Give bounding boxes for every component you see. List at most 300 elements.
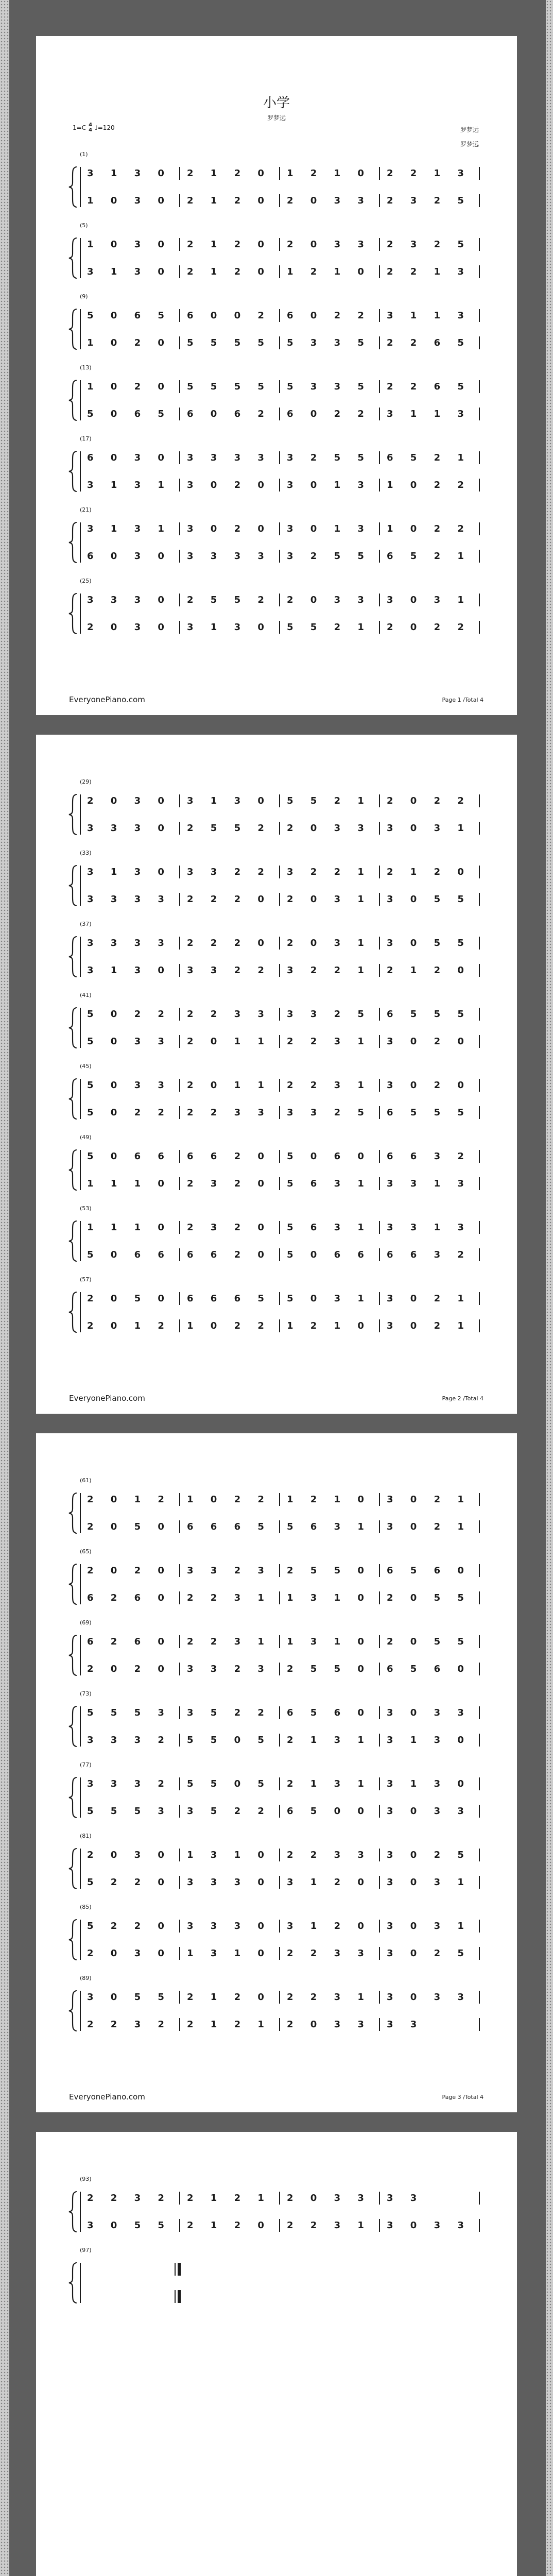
tempo-marking: ♩=120 (95, 124, 115, 131)
staff-row-lower (36, 1591, 517, 1604)
staff-row-lower (36, 194, 517, 207)
measure: 3 3 2 3 (187, 1565, 264, 1576)
measure: 3 0 5 5 (387, 938, 464, 948)
measure: 2 2 3 1 (287, 1036, 364, 1047)
song-artist: 罗梦远 (267, 114, 286, 122)
barline (279, 866, 280, 878)
barline (379, 822, 380, 835)
measure: 3 0 3 3 (387, 1806, 464, 1817)
staff-row-upper (36, 451, 517, 464)
measure-number-label: (9) (80, 293, 88, 300)
sheet-page-2 (36, 735, 517, 1414)
measure: 2 0 3 0 (87, 1850, 164, 1860)
measure: 2 1 3 1 (287, 1735, 364, 1745)
staff-row-lower (36, 1947, 517, 1960)
barline (379, 309, 380, 322)
measure: 2 2 3 3 (187, 1009, 264, 1020)
measure-number-label: (49) (80, 1134, 92, 1141)
staff-row-upper (36, 937, 517, 950)
measure: 6 6 6 5 (187, 1293, 264, 1304)
staff-row-upper (36, 866, 517, 878)
final-barline-thick (178, 2290, 181, 2303)
barline (379, 1991, 380, 2004)
barline (279, 194, 280, 207)
barline (379, 408, 380, 420)
final-barline-thin (175, 2263, 176, 2276)
staff-row-lower (36, 1734, 517, 1747)
barline (179, 964, 180, 977)
barline (179, 265, 180, 278)
staff-row-lower (36, 2290, 517, 2303)
barline (379, 167, 380, 180)
barline (379, 1564, 380, 1577)
system (36, 578, 517, 638)
measure: 2 1 2 0 (187, 1992, 264, 2003)
barline (479, 1221, 480, 1234)
measure: 2 1 2 1 (187, 2193, 264, 2204)
barline (179, 2018, 180, 2031)
staff-row-lower (36, 1177, 517, 1190)
barline (479, 893, 480, 906)
measure: 3 0 2 1 (387, 1521, 464, 1532)
measure: 3 0 2 5 (387, 1948, 464, 1959)
measure: 1 0 2 2 (387, 523, 464, 534)
measure: 2 0 3 0 (87, 1948, 164, 1959)
measure: 1 3 1 0 (287, 1636, 364, 1647)
measure: 2 2 3 3 (187, 1107, 264, 1118)
measure-number-label: (1) (80, 151, 88, 158)
barline (279, 1663, 280, 1675)
staff-row-lower (36, 1319, 517, 1332)
measure: 5 0 6 6 (87, 1151, 164, 1162)
barline (279, 2219, 280, 2232)
barline (479, 194, 480, 207)
staff-row-upper (36, 309, 517, 322)
measure: 3 3 2 5 (287, 1009, 364, 1020)
measure: 5 3 3 5 (287, 381, 364, 392)
measure: 3 1 3 1 (87, 523, 164, 534)
barline (479, 479, 480, 492)
barline (479, 822, 480, 835)
measure: 3 2 2 1 (287, 867, 364, 877)
measure: 5 5 0 5 (187, 1778, 264, 1789)
measure: 3 1 3 0 (87, 168, 164, 179)
barline (179, 309, 180, 322)
barline (279, 1520, 280, 1533)
barline (379, 1920, 380, 1933)
measure: 3 3 3 3 (87, 938, 164, 948)
measure: 2 2 3 1 (287, 2220, 364, 2231)
measure: 3 2 5 5 (287, 551, 364, 562)
barline (479, 265, 480, 278)
measure: 3 1 3 0 (87, 867, 164, 877)
barline (379, 1493, 380, 1506)
measure: 6 2 6 0 (87, 1592, 164, 1603)
barline (179, 893, 180, 906)
barline (179, 1564, 180, 1577)
staff-row-lower (36, 408, 517, 420)
barline (179, 1035, 180, 1048)
barline (479, 2219, 480, 2232)
staff-row-upper (36, 1292, 517, 1305)
measure: 3 1 2 0 (287, 1877, 364, 1888)
barline (379, 1663, 380, 1675)
staff-row-lower (36, 1520, 517, 1533)
barline (179, 794, 180, 807)
barline (379, 621, 380, 634)
barline (479, 594, 480, 606)
measure: 2 2 3 1 (287, 1992, 364, 2003)
measure: 2 3 2 0 (187, 1222, 264, 1233)
measure: 2 1 2 0 (187, 2220, 264, 2231)
time-signature-bottom: 4 (89, 127, 93, 133)
barline (279, 1635, 280, 1648)
measure: 5 5 5 3 (87, 1806, 164, 1817)
credit-line: 罗梦远 (460, 141, 479, 148)
measure: 2 2 3 2 (87, 2193, 164, 2204)
measure-number-label: (81) (80, 1833, 92, 1839)
measure-number-label: (93) (80, 2176, 92, 2182)
measure-number-label: (69) (80, 1619, 92, 1626)
staff-row-upper (36, 1008, 517, 1021)
measure: 5 0 2 2 (87, 1009, 164, 1020)
barline (179, 937, 180, 950)
barline (479, 1106, 480, 1119)
page-number: Page 2 /Total 4 (442, 1395, 483, 1402)
measure: 6 5 2 1 (387, 551, 464, 562)
measure-number-label: (33) (80, 850, 92, 856)
measure: 6 6 2 0 (187, 1249, 264, 1260)
barline (379, 1805, 380, 1818)
barline (179, 1079, 180, 1092)
barline (179, 2219, 180, 2232)
barline (479, 1777, 480, 1790)
barline (479, 866, 480, 878)
measure-number-label: (45) (80, 1063, 92, 1070)
measure: 6 0 3 0 (87, 551, 164, 562)
barline (279, 408, 280, 420)
staff-row-upper (36, 794, 517, 807)
barline (479, 1663, 480, 1675)
staff-row-lower (36, 1805, 517, 1818)
barline (379, 550, 380, 563)
measure: 1 3 1 0 (187, 1948, 264, 1959)
measure: 3 1 3 0 (187, 795, 264, 806)
measure: 2 0 5 5 (387, 1636, 464, 1647)
barline (379, 1635, 380, 1648)
system (36, 1134, 517, 1194)
barline (479, 1635, 480, 1648)
measure: 3 1 3 0 (187, 622, 264, 633)
time-signature-top: 4 (89, 122, 93, 128)
final-barline-thick (178, 2263, 181, 2276)
system (36, 222, 517, 282)
measure: 3 0 3 3 (387, 1707, 464, 1718)
measure: 3 3 2 2 (187, 867, 264, 877)
barline (279, 937, 280, 950)
measure: 2 1 2 0 (387, 965, 464, 976)
barline (279, 1777, 280, 1790)
barline (379, 1706, 380, 1719)
measure: 2 0 3 3 (287, 595, 364, 605)
staff-row-upper (36, 2263, 517, 2276)
system (36, 1690, 517, 1751)
measure: 3 1 1 3 (387, 409, 464, 419)
measure-number-label: (25) (80, 578, 92, 584)
system (36, 1477, 517, 1537)
barline (179, 1177, 180, 1190)
sheet-page-1 (36, 36, 517, 715)
barline (279, 893, 280, 906)
right-scroll-strip[interactable] (546, 0, 553, 2576)
sheet-page-4 (36, 2132, 517, 2576)
barline (479, 794, 480, 807)
barline (279, 964, 280, 977)
barline (179, 621, 180, 634)
barline (479, 1849, 480, 1861)
barline (379, 937, 380, 950)
barline (479, 380, 480, 393)
barline (279, 822, 280, 835)
barline (479, 1150, 480, 1163)
system (36, 992, 517, 1052)
system (36, 1619, 517, 1680)
barline (179, 1805, 180, 1818)
measure: 3 3 1 3 (387, 1178, 464, 1189)
measure: 1 1 1 0 (87, 1178, 164, 1189)
barline (179, 1920, 180, 1933)
measure-number-label: (17) (80, 435, 92, 442)
barline (379, 380, 380, 393)
measure: 2 2 1 3 (387, 266, 464, 277)
barline (179, 1106, 180, 1119)
measure: 3 0 2 0 (187, 480, 264, 490)
barline (279, 1564, 280, 1577)
system (36, 151, 517, 211)
measure: 6 5 2 1 (387, 452, 464, 463)
measure-number-label: (13) (80, 364, 92, 371)
measure: 2 0 5 5 (387, 1592, 464, 1603)
measure: 2 2 3 2 (87, 2019, 164, 2030)
barline (479, 964, 480, 977)
staff-row-upper (36, 1777, 517, 1790)
measure: 3 1 3 1 (87, 480, 164, 490)
barline (179, 1292, 180, 1305)
barline (479, 1805, 480, 1818)
system (36, 2247, 517, 2307)
measure: 3 3 3 0 (187, 1921, 264, 1931)
barline (379, 479, 380, 492)
measure: 1 2 1 0 (287, 1320, 364, 1331)
system (36, 1761, 517, 1822)
measure: 3 3 (387, 2019, 417, 2030)
system (36, 1904, 517, 1964)
barline (179, 1635, 180, 1648)
barline (179, 167, 180, 180)
barline (479, 1079, 480, 1092)
barline (179, 2192, 180, 2205)
measure: 5 5 0 5 (187, 1735, 264, 1745)
barline (279, 1591, 280, 1604)
system (36, 1833, 517, 1893)
staff-row-upper (36, 1493, 517, 1506)
barline (179, 594, 180, 606)
measure: 3 2 2 1 (287, 965, 364, 976)
measure: 2 0 2 2 (387, 795, 464, 806)
barline (179, 408, 180, 420)
key-signature: 1=C (73, 124, 87, 131)
staff-row-lower (36, 2018, 517, 2031)
measure: 3 3 2 5 (287, 1107, 364, 1118)
measure: 3 0 3 1 (387, 595, 464, 605)
measure-number-label: (29) (80, 778, 92, 785)
measure: 3 0 2 1 (387, 1293, 464, 1304)
barline (279, 1008, 280, 1021)
measure: 2 0 5 0 (87, 1293, 164, 1304)
barline (179, 522, 180, 535)
final-barline-thin (175, 2290, 176, 2303)
barline (379, 1591, 380, 1604)
barline (279, 1292, 280, 1305)
page-number: Page 3 /Total 4 (442, 2094, 483, 2100)
measure: 1 3 1 0 (287, 1592, 364, 1603)
barline (279, 522, 280, 535)
measure: 2 2 3 1 (187, 1592, 264, 1603)
barline (379, 265, 380, 278)
barline (479, 167, 480, 180)
measure: 3 0 5 5 (87, 1992, 164, 2003)
barline (179, 1319, 180, 1332)
barline (379, 594, 380, 606)
measure: 2 2 3 1 (287, 1080, 364, 1091)
measure-number-label: (85) (80, 1904, 92, 1910)
measure-number-label: (61) (80, 1477, 92, 1484)
measure-number-label: (77) (80, 1761, 92, 1768)
measure: 3 3 2 3 (187, 1664, 264, 1674)
barline (479, 1177, 480, 1190)
measure-number-label: (21) (80, 506, 92, 513)
barline (379, 1520, 380, 1533)
staff-row-upper (36, 380, 517, 393)
barline (479, 1706, 480, 1719)
measure: 3 1 3 0 (87, 266, 164, 277)
measure: 5 0 3 3 (87, 1036, 164, 1047)
measure: 5 5 5 5 (187, 381, 264, 392)
measure: 3 1 3 0 (387, 1778, 464, 1789)
barline (279, 2018, 280, 2031)
barline (479, 1876, 480, 1889)
system (36, 1975, 517, 2035)
measure-number-label: (65) (80, 1548, 92, 1555)
site-footer: EveryonePiano.com (69, 695, 145, 704)
measure: 5 0 6 6 (87, 1249, 164, 1260)
measure: 5 6 3 1 (287, 1178, 364, 1189)
barline (479, 1008, 480, 1021)
staff-row-upper (36, 1150, 517, 1163)
measure: 6 5 6 0 (287, 1707, 364, 1718)
measure: 2 0 3 1 (287, 938, 364, 948)
barline (179, 1849, 180, 1861)
barline (279, 1991, 280, 2004)
measure: 6 0 6 2 (187, 409, 264, 419)
barline (379, 1248, 380, 1261)
measure: 2 2 2 0 (187, 894, 264, 905)
measure: 1 2 1 0 (287, 266, 364, 277)
barline (479, 1564, 480, 1577)
measure: 5 2 2 0 (87, 1877, 164, 1888)
measure: 3 0 1 3 (287, 480, 364, 490)
staff-row-lower (36, 265, 517, 278)
measure: 5 5 5 5 (187, 337, 264, 348)
measure: 1 2 1 0 (287, 168, 364, 179)
barline (479, 238, 480, 251)
measure: 2 2 3 1 (187, 1636, 264, 1647)
measure: 3 3 (387, 2193, 417, 2204)
measure: 2 0 3 0 (87, 795, 164, 806)
measure: 3 3 3 3 (187, 551, 264, 562)
measure: 2 3 2 5 (387, 239, 464, 250)
barline (379, 893, 380, 906)
measure: 5 0 6 5 (87, 409, 164, 419)
staff-row-upper (36, 1221, 517, 1234)
barline (279, 1849, 280, 1861)
measure: 1 2 1 0 (287, 1494, 364, 1505)
measure: 2 2 3 3 (287, 1948, 364, 1959)
measure: 2 3 2 0 (187, 1178, 264, 1189)
score-systems (36, 735, 517, 1414)
staff-row-lower (36, 2219, 517, 2232)
barline (179, 194, 180, 207)
measure: 3 0 3 3 (387, 2220, 464, 2231)
measure: 2 5 5 2 (187, 595, 264, 605)
barline (279, 621, 280, 634)
staff-row-lower (36, 964, 517, 977)
barline (179, 1777, 180, 1790)
measure-number-label: (97) (80, 2247, 92, 2253)
measure: 3 3 3 0 (187, 1877, 264, 1888)
staff-row-upper (36, 1706, 517, 1719)
measure: 2 2 3 3 (287, 1850, 364, 1860)
barline (279, 451, 280, 464)
measure: 1 0 2 2 (387, 480, 464, 490)
measure: 2 0 3 1 (287, 894, 364, 905)
barline (179, 1734, 180, 1747)
barline (479, 336, 480, 349)
measure: 3 1 1 3 (387, 310, 464, 321)
measure: 3 3 3 0 (87, 595, 164, 605)
measure: 6 5 5 5 (387, 1107, 464, 1118)
left-scroll-strip[interactable] (0, 0, 9, 2576)
staff-row-lower (36, 1876, 517, 1889)
barline (179, 336, 180, 349)
barline (179, 1008, 180, 1021)
measure: 3 3 3 2 (87, 1778, 164, 1789)
staff-row-lower (36, 1106, 517, 1119)
barline (279, 550, 280, 563)
measure: 6 0 2 2 (287, 310, 364, 321)
measure: 1 1 1 0 (87, 1222, 164, 1233)
barline (379, 794, 380, 807)
measure: 6 5 0 0 (287, 1806, 364, 1817)
measure: 1 0 2 2 (187, 1320, 264, 1331)
staff-row-lower (36, 1035, 517, 1048)
measure: 6 6 3 2 (387, 1249, 464, 1260)
measure: 3 0 2 1 (387, 1320, 464, 1331)
barline (379, 2018, 380, 2031)
measure: 3 0 2 0 (387, 1036, 464, 1047)
barline (179, 1876, 180, 1889)
measure: 3 3 3 3 (187, 452, 264, 463)
